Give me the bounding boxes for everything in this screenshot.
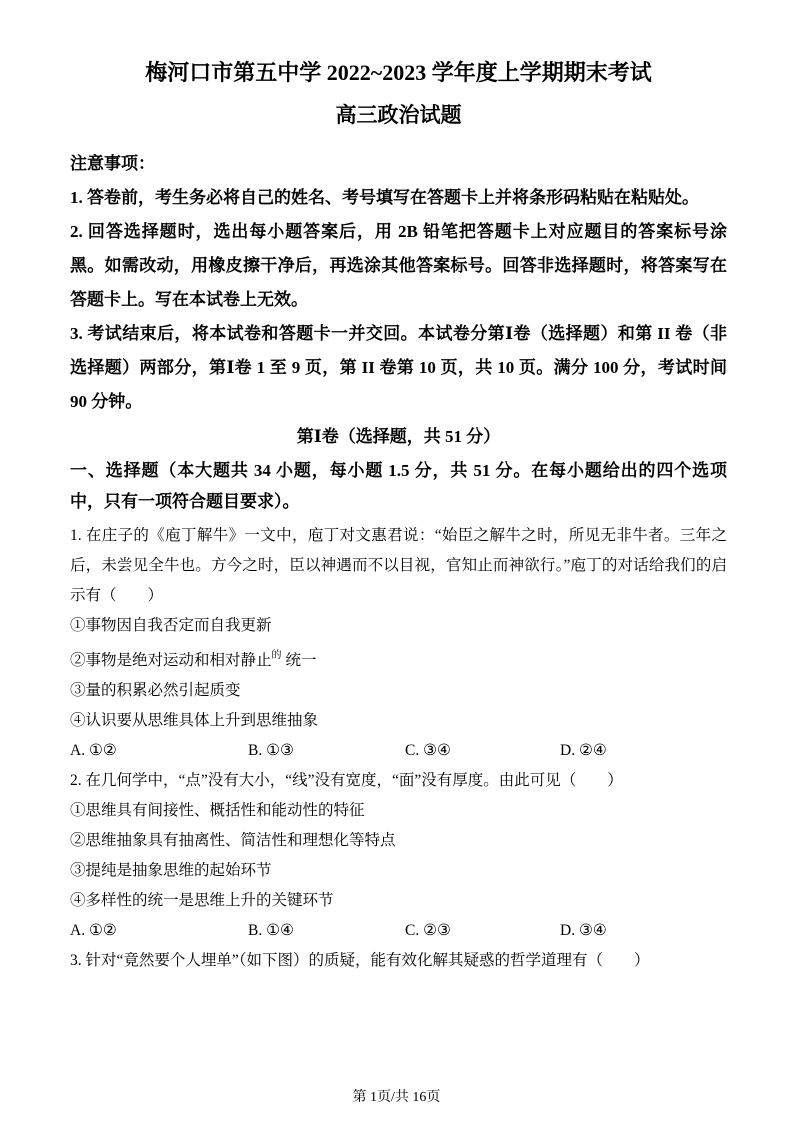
notice-item-2: 2. 回答选择题时，选出每小题答案后，用 2B 铅笔把答题卡上对应题目的答案标号涂黑。如需改动，用橡皮擦干净后，再选涂其他答案标号。回答非选择题时，将答案写在答题卡上。写在本试卷上无效。	[70, 221, 727, 309]
question-3	[70, 946, 727, 976]
notice-heading: 注意事项：	[70, 153, 155, 173]
notice-item-3: 3. 考试结束后，将本试卷和答题卡一并交回。本试卷分第Ⅰ卷（选择题）和第 II 卷（非选择题）两部分，第Ⅰ卷 1 至 9 页，第 II 卷第 10 页，共 10 页。满分 100 分，考试时间 90 分钟。	[70, 323, 727, 411]
question-2-item-2: ②思维抽象具有抽离性、简洁性和理想化等特点	[70, 831, 396, 849]
question-1-option-b: B. ①③	[248, 741, 294, 759]
question-1-item-2-superscript: 的	[271, 649, 282, 661]
page-subtitle: 高三政治试题	[335, 102, 462, 127]
question-1-option-a: A. ①②	[70, 741, 117, 759]
question-1-item-2	[70, 641, 727, 676]
question-2-stem: 2. 在几何学中，“点”没有大小，“线”没有宽度，“面”没有厚度。由此可见（ ）	[70, 771, 623, 789]
question-2	[70, 766, 727, 946]
question-1-item-2-tail: 统一	[285, 651, 317, 669]
question-1-stem: 1. 在庄子的《庖丁解牛》一文中，庖丁对文惠君说：“始臣之解牛之时，所见无非牛者。三年之后，未尝见全牛也。方今之时，臣以神遇而不以目视，官知止而神欲行。”庖丁的对话给我们的启示有（ ）	[70, 526, 727, 604]
notice-section	[70, 147, 727, 419]
question-1-option-d: D. ②④	[560, 741, 607, 759]
question-1-option-c: C. ③④	[405, 741, 451, 759]
question-2-options	[70, 916, 727, 946]
question-2-option-b: B. ①④	[248, 921, 294, 939]
question-1-options	[70, 736, 727, 766]
question-1	[70, 521, 727, 766]
page-footer: 第 1页/共 16页	[352, 1090, 441, 1105]
question-2-item-1: ①思维具有间接性、概括性和能动性的特征	[70, 801, 365, 819]
question-2-option-d: D. ③④	[560, 921, 607, 939]
question-2-item-4: ④多样性的统一是思维上升的关键环节	[70, 891, 334, 909]
question-2-option-a: A. ①②	[70, 921, 117, 939]
question-2-item-3: ③提纯是抽象思维的起始环节	[70, 861, 272, 879]
page-title: 梅河口市第五中学 2022~2023 学年度上学期期末考试	[145, 60, 652, 85]
question-1-item-4: ④认识要从思维具体上升到思维抽象	[70, 711, 319, 729]
notice-item-1: 1. 答卷前，考生务必将自己的姓名、考号填写在答题卡上并将条形码粘贴在粘贴处。	[70, 187, 699, 207]
question-3-stem: 3. 针对“竟然要个人埋单”（如下图）的质疑，能有效化解其疑惑的哲学道理有（ ）	[70, 951, 650, 969]
question-2-option-c: C. ②③	[405, 921, 451, 939]
question-1-item-1: ①事物因自我否定而自我更新	[70, 616, 272, 634]
part1-heading: 第Ⅰ卷（选择题，共 51 分）	[296, 426, 501, 446]
question-1-item-3: ③量的积累必然引起质变	[70, 681, 241, 699]
question-1-item-2-text: ②事物是绝对运动和相对静止	[70, 651, 272, 669]
section-intro: 一、选择题（本大题共 34 小题，每小题 1.5 分，共 51 分。在每小题给出的四个选项中，只有一项符合题目要求）。	[70, 460, 727, 511]
